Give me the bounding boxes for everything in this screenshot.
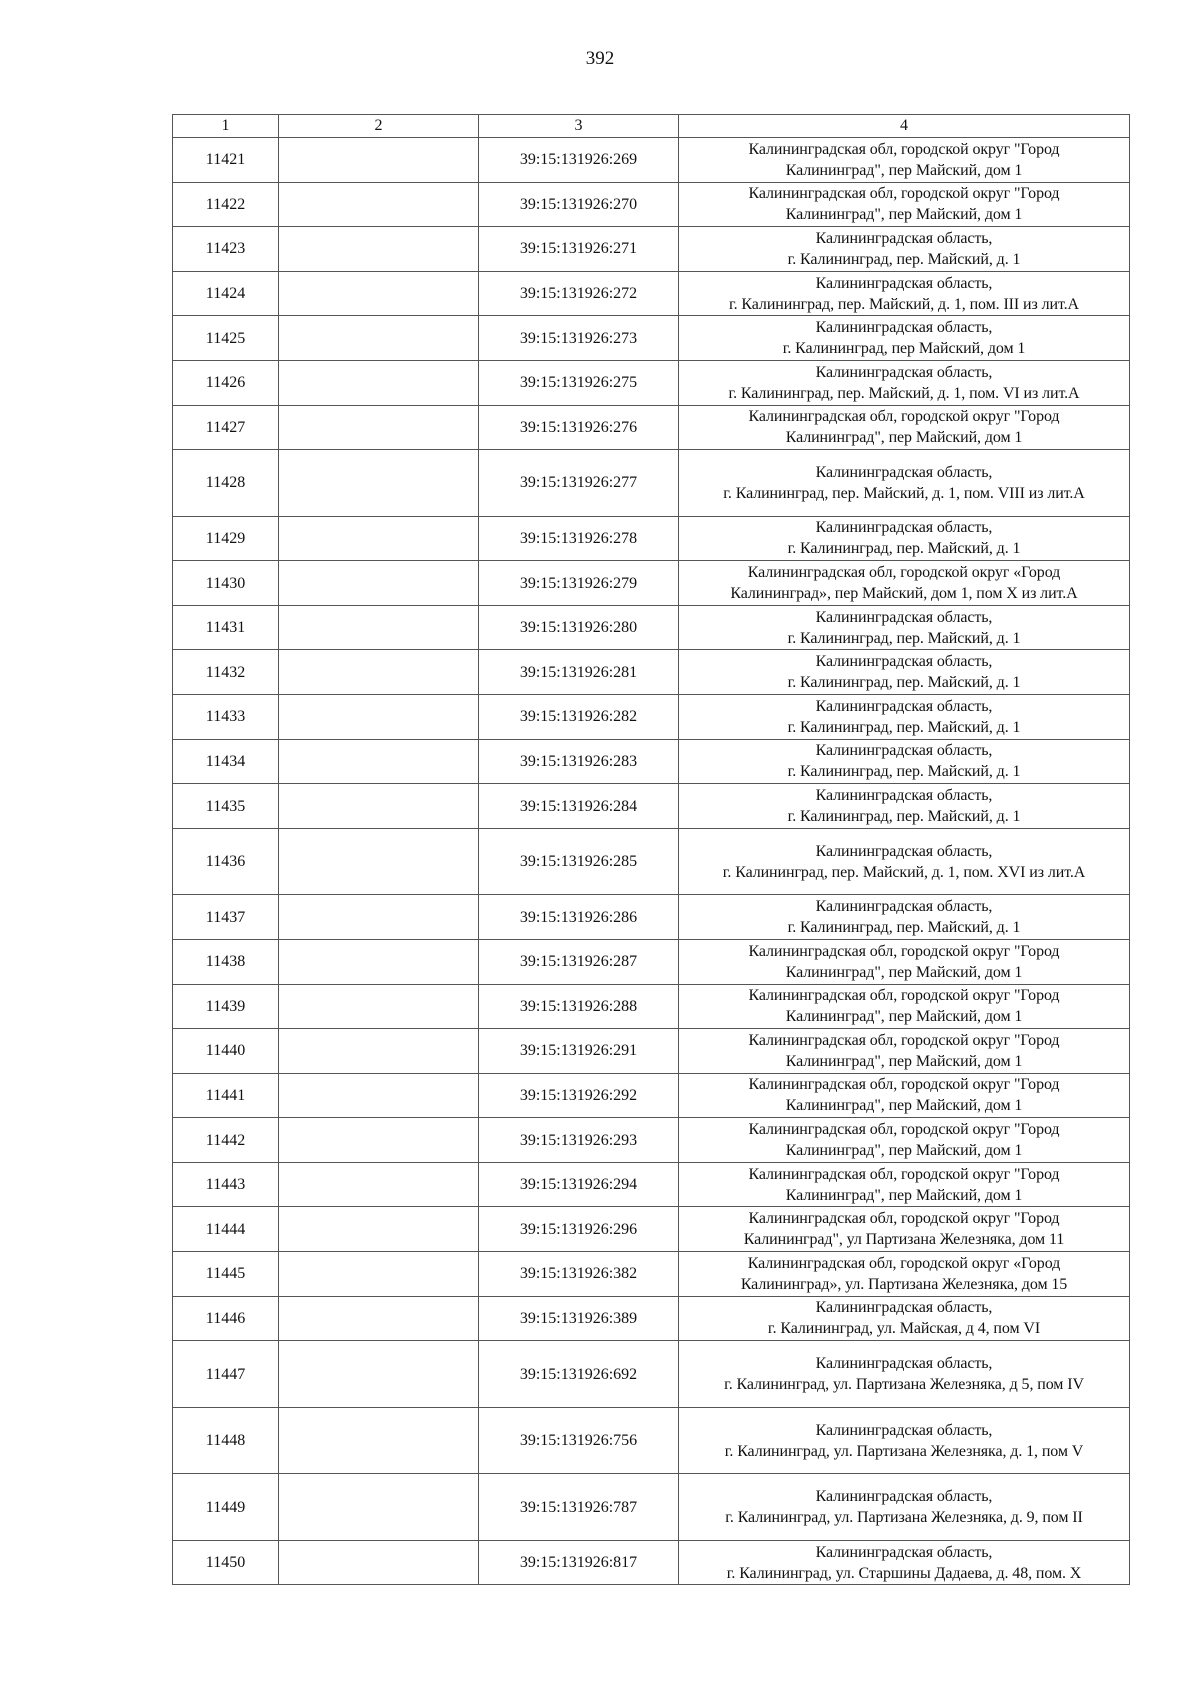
- empty-cell: [279, 360, 479, 405]
- cadastral-number-cell: 39:15:131926:277: [479, 450, 679, 517]
- address-line: Калининградская обл, городской округ "Город: [748, 942, 1060, 960]
- empty-cell: [279, 405, 479, 450]
- row-number-cell: 11438: [173, 939, 279, 984]
- row-number-cell: 11425: [173, 316, 279, 361]
- cadastral-number-cell: 39:15:131926:692: [479, 1341, 679, 1408]
- address-cell: [679, 984, 1130, 1029]
- empty-cell: [279, 739, 479, 784]
- row-number-cell: 11430: [173, 561, 279, 606]
- table-row: [173, 1341, 1130, 1408]
- empty-cell: [279, 784, 479, 829]
- address-line: Калининградская область,: [815, 319, 993, 337]
- empty-cell: [279, 450, 479, 517]
- header-row: [173, 115, 1130, 138]
- address-cell: [679, 828, 1130, 895]
- row-number-cell: 11445: [173, 1252, 279, 1297]
- table-row: [173, 784, 1130, 829]
- row-number-cell: 11450: [173, 1540, 279, 1585]
- address-line: Калининградская область,: [815, 787, 993, 805]
- address-line: Калининград", ул Партизана Железняка, дом 11: [743, 1231, 1065, 1249]
- address-line: Калининградская область,: [815, 363, 993, 381]
- row-number-cell: 11446: [173, 1296, 279, 1341]
- address-cell: [679, 1540, 1130, 1585]
- address-line: Калининград", пер Майский, дом 1: [785, 1186, 1023, 1204]
- row-number-cell: 11439: [173, 984, 279, 1029]
- address-cell: [679, 450, 1130, 517]
- table-row: [173, 739, 1130, 784]
- address-cell: [679, 138, 1130, 183]
- address-line: Калининградская обл, городской округ "Город: [748, 408, 1060, 426]
- row-number-cell: 11427: [173, 405, 279, 450]
- address-cell: [679, 561, 1130, 606]
- empty-cell: [279, 1341, 479, 1408]
- address-line: Калининградская область,: [815, 742, 993, 760]
- empty-cell: [279, 1029, 479, 1074]
- row-number-cell: 11441: [173, 1073, 279, 1118]
- row-number-cell: 11421: [173, 138, 279, 183]
- address-line: г. Калининград, пер. Майский, д. 1, пом. VIII из лит.А: [723, 484, 1085, 502]
- column-header-2: 2: [279, 115, 479, 138]
- address-line: Калининградская область,: [815, 1488, 993, 1505]
- address-line: Калининградская область,: [815, 519, 993, 537]
- empty-cell: [279, 605, 479, 650]
- address-cell: [679, 271, 1130, 316]
- address-cell: [679, 1118, 1130, 1163]
- address-line: Калининградская область,: [815, 274, 993, 292]
- table-row: [173, 650, 1130, 695]
- cadastral-number-cell: 39:15:131926:276: [479, 405, 679, 450]
- address-cell: [679, 1474, 1130, 1541]
- table-row: [173, 360, 1130, 405]
- cadastral-number-cell: 39:15:131926:285: [479, 828, 679, 895]
- address-line: Калининградская обл, городской округ "Город: [748, 987, 1060, 1005]
- address-cell: [679, 1073, 1130, 1118]
- empty-cell: [279, 271, 479, 316]
- table-row: [173, 1252, 1130, 1297]
- empty-cell: [279, 1407, 479, 1474]
- column-header-1: 1: [173, 115, 279, 138]
- empty-cell: [279, 1118, 479, 1163]
- cadastral-number-cell: 39:15:131926:281: [479, 650, 679, 695]
- address-line: Калининградская область,: [815, 608, 993, 626]
- table-row: [173, 182, 1130, 227]
- address-line: Калининградская обл, городской округ "Город: [748, 1121, 1060, 1139]
- column-header-3: 3: [479, 115, 679, 138]
- table-row: [173, 271, 1130, 316]
- address-cell: [679, 1207, 1130, 1252]
- cadastral-number-cell: 39:15:131926:787: [479, 1474, 679, 1541]
- table-row: [173, 939, 1130, 984]
- address-line: Калининград", пер Майский, дом 1: [785, 161, 1023, 179]
- column-header-4: 4: [679, 115, 1130, 138]
- empty-cell: [279, 182, 479, 227]
- table-row: [173, 1207, 1130, 1252]
- address-line: Калининградская область,: [815, 653, 993, 671]
- address-line: Калининградская обл, городской округ "Город: [748, 140, 1060, 158]
- row-number-cell: 11424: [173, 271, 279, 316]
- empty-cell: [279, 516, 479, 561]
- empty-cell: [279, 227, 479, 272]
- address-cell: [679, 650, 1130, 695]
- empty-cell: [279, 316, 479, 361]
- table-row: [173, 516, 1130, 561]
- row-number-cell: 11423: [173, 227, 279, 272]
- empty-cell: [279, 1540, 479, 1585]
- address-cell: [679, 1252, 1130, 1297]
- row-number-cell: 11422: [173, 182, 279, 227]
- address-line: г. Калининград, ул. Партизана Железняка, д 5, пом IV: [724, 1376, 1084, 1393]
- cadastral-number-cell: 39:15:131926:382: [479, 1252, 679, 1297]
- address-line: Калининград", пер Майский, дом 1: [785, 963, 1023, 981]
- address-line: г. Калининград, пер. Майский, д. 1, пом. XVI из лит.А: [722, 863, 1086, 881]
- table-header: [173, 115, 1130, 138]
- row-number-cell: 11442: [173, 1118, 279, 1163]
- empty-cell: [279, 939, 479, 984]
- address-line: Калининград", пер Майский, дом 1: [785, 1008, 1023, 1026]
- address-cell: [679, 695, 1130, 740]
- cadastral-number-cell: 39:15:131926:284: [479, 784, 679, 829]
- address-line: Калининградская область,: [815, 229, 993, 247]
- address-line: Калининградская область,: [815, 1543, 993, 1561]
- address-line: Калининград», пер Майский, дом 1, пом X из лит.А: [730, 585, 1078, 603]
- table-body: [173, 138, 1130, 1585]
- cadastral-number-cell: 39:15:131926:291: [479, 1029, 679, 1074]
- address-line: Калининградская область,: [815, 1355, 993, 1372]
- address-cell: [679, 1296, 1130, 1341]
- table-row: [173, 227, 1130, 272]
- address-line: г. Калининград, пер. Майский, д. 1: [787, 674, 1021, 692]
- table-row: [173, 1162, 1130, 1207]
- cadastral-number-cell: 39:15:131926:294: [479, 1162, 679, 1207]
- address-cell: [679, 895, 1130, 940]
- cadastral-number-cell: 39:15:131926:275: [479, 360, 679, 405]
- address-line: г. Калининград, пер. Майский, д. 1: [787, 763, 1021, 781]
- table-row: [173, 405, 1130, 450]
- row-number-cell: 11443: [173, 1162, 279, 1207]
- row-number-cell: 11432: [173, 650, 279, 695]
- address-cell: [679, 360, 1130, 405]
- address-line: г. Калининград, пер. Майский, д. 1: [787, 629, 1021, 647]
- cadastral-number-cell: 39:15:131926:280: [479, 605, 679, 650]
- empty-cell: [279, 1073, 479, 1118]
- empty-cell: [279, 895, 479, 940]
- row-number-cell: 11429: [173, 516, 279, 561]
- address-line: г. Калининград, пер. Майский, д. 1, пом. VI из лит.А: [728, 384, 1080, 402]
- cadastral-number-cell: 39:15:131926:287: [479, 939, 679, 984]
- address-line: Калининград", пер Майский, дом 1: [785, 1052, 1023, 1070]
- address-line: г. Калининград, пер. Майский, д. 1: [787, 808, 1021, 826]
- empty-cell: [279, 1162, 479, 1207]
- table-row: [173, 984, 1130, 1029]
- address-cell: [679, 316, 1130, 361]
- address-cell: [679, 1162, 1130, 1207]
- address-line: г. Калининград, пер. Майский, д. 1, пом. III из лит.А: [728, 295, 1080, 313]
- address-line: Калининград", пер Майский, дом 1: [785, 1142, 1023, 1160]
- row-number-cell: 11448: [173, 1407, 279, 1474]
- table-row: [173, 828, 1130, 895]
- address-cell: [679, 939, 1130, 984]
- row-number-cell: 11435: [173, 784, 279, 829]
- table-row: [173, 1474, 1130, 1541]
- row-number-cell: 11447: [173, 1341, 279, 1408]
- table-row: [173, 1407, 1130, 1474]
- cadastral-number-cell: 39:15:131926:279: [479, 561, 679, 606]
- address-line: Калининградская область,: [815, 463, 993, 481]
- table-row: [173, 1296, 1130, 1341]
- address-line: Калининградская область,: [815, 1299, 993, 1317]
- address-line: Калининградская область,: [815, 898, 993, 916]
- address-line: г. Калининград, ул. Старшины Дадаева, д. 48, пом. X: [726, 1564, 1082, 1582]
- empty-cell: [279, 1207, 479, 1252]
- row-number-cell: 11440: [173, 1029, 279, 1074]
- cadastral-number-cell: 39:15:131926:288: [479, 984, 679, 1029]
- cadastral-number-cell: 39:15:131926:296: [479, 1207, 679, 1252]
- address-cell: [679, 405, 1130, 450]
- address-line: г. Калининград, пер. Майский, д. 1: [787, 718, 1021, 736]
- cadastral-number-cell: 39:15:131926:271: [479, 227, 679, 272]
- cadastral-number-cell: 39:15:131926:273: [479, 316, 679, 361]
- address-line: Калининградская обл, городской округ "Город: [748, 1031, 1060, 1049]
- row-number-cell: 11433: [173, 695, 279, 740]
- address-line: Калининградская обл, городской округ «Город: [747, 564, 1061, 582]
- table-row: [173, 1073, 1130, 1118]
- address-line: Калининград», ул. Партизана Железняка, дом 15: [740, 1275, 1068, 1293]
- table-row: [173, 695, 1130, 740]
- page-number: 392: [585, 48, 615, 69]
- empty-cell: [279, 828, 479, 895]
- address-line: Калининградская область,: [815, 842, 993, 860]
- row-number-cell: 11426: [173, 360, 279, 405]
- address-line: г. Калининград, пер. Майский, д. 1: [787, 919, 1021, 937]
- empty-cell: [279, 695, 479, 740]
- address-line: Калининградская область,: [815, 1421, 993, 1439]
- cadastral-number-cell: 39:15:131926:278: [479, 516, 679, 561]
- cadastral-number-cell: 39:15:131926:389: [479, 1296, 679, 1341]
- address-line: г. Калининград, пер Майский, дом 1: [782, 340, 1026, 358]
- table-row: [173, 605, 1130, 650]
- address-cell: [679, 1029, 1130, 1074]
- address-cell: [679, 1407, 1130, 1474]
- table-row: [173, 561, 1130, 606]
- address-line: г. Калининград, ул. Партизана Железняка, д. 1, пом V: [724, 1442, 1084, 1460]
- address-line: Калининградская обл, городской округ "Город: [748, 1210, 1060, 1228]
- address-line: г. Калининград, пер. Майский, д. 1: [787, 250, 1021, 268]
- table-row: [173, 138, 1130, 183]
- address-line: Калининград", пер Майский, дом 1: [785, 1097, 1023, 1115]
- address-line: Калининградская обл, городской округ "Город: [748, 1076, 1060, 1094]
- empty-cell: [279, 1474, 479, 1541]
- address-cell: [679, 739, 1130, 784]
- address-line: Калининградская обл, городской округ «Город: [747, 1254, 1061, 1272]
- cadastral-number-cell: 39:15:131926:270: [479, 182, 679, 227]
- cadastral-number-cell: 39:15:131926:817: [479, 1540, 679, 1585]
- table-row: [173, 450, 1130, 517]
- cadastral-number-cell: 39:15:131926:293: [479, 1118, 679, 1163]
- address-cell: [679, 227, 1130, 272]
- address-line: Калининградская обл, городской округ "Город: [748, 185, 1060, 203]
- cadastral-number-cell: 39:15:131926:282: [479, 695, 679, 740]
- row-number-cell: 11437: [173, 895, 279, 940]
- row-number-cell: 11436: [173, 828, 279, 895]
- address-line: Калининградская область,: [815, 697, 993, 715]
- address-cell: [679, 516, 1130, 561]
- table-row: [173, 895, 1130, 940]
- empty-cell: [279, 984, 479, 1029]
- cadastral-number-cell: 39:15:131926:292: [479, 1073, 679, 1118]
- row-number-cell: 11434: [173, 739, 279, 784]
- address-line: Калининградская обл, городской округ "Город: [748, 1165, 1060, 1183]
- address-line: Калининград", пер Майский, дом 1: [785, 429, 1023, 447]
- empty-cell: [279, 561, 479, 606]
- row-number-cell: 11431: [173, 605, 279, 650]
- cadastral-number-cell: 39:15:131926:272: [479, 271, 679, 316]
- table-row: [173, 1540, 1130, 1585]
- address-line: г. Калининград, пер. Майский, д. 1: [787, 540, 1021, 558]
- address-cell: [679, 605, 1130, 650]
- address-line: г. Калининград, ул. Майская, д 4, пом VI: [767, 1320, 1041, 1338]
- address-line: Калининград", пер Майский, дом 1: [785, 206, 1023, 224]
- cadastral-number-cell: 39:15:131926:756: [479, 1407, 679, 1474]
- address-cell: [679, 1341, 1130, 1408]
- table-row: [173, 316, 1130, 361]
- cadastral-number-cell: 39:15:131926:286: [479, 895, 679, 940]
- row-number-cell: 11449: [173, 1474, 279, 1541]
- table-row: [173, 1029, 1130, 1074]
- row-number-cell: 11444: [173, 1207, 279, 1252]
- cadastral-number-cell: 39:15:131926:283: [479, 739, 679, 784]
- address-line: г. Калининград, ул. Партизана Железняка, д. 9, пом II: [725, 1509, 1083, 1526]
- cadastral-number-cell: 39:15:131926:269: [479, 138, 679, 183]
- empty-cell: [279, 650, 479, 695]
- empty-cell: [279, 1252, 479, 1297]
- row-number-cell: 11428: [173, 450, 279, 517]
- address-cell: [679, 784, 1130, 829]
- registry-table: [172, 114, 1130, 1585]
- address-cell: [679, 182, 1130, 227]
- empty-cell: [279, 1296, 479, 1341]
- table-row: [173, 1118, 1130, 1163]
- empty-cell: [279, 138, 479, 183]
